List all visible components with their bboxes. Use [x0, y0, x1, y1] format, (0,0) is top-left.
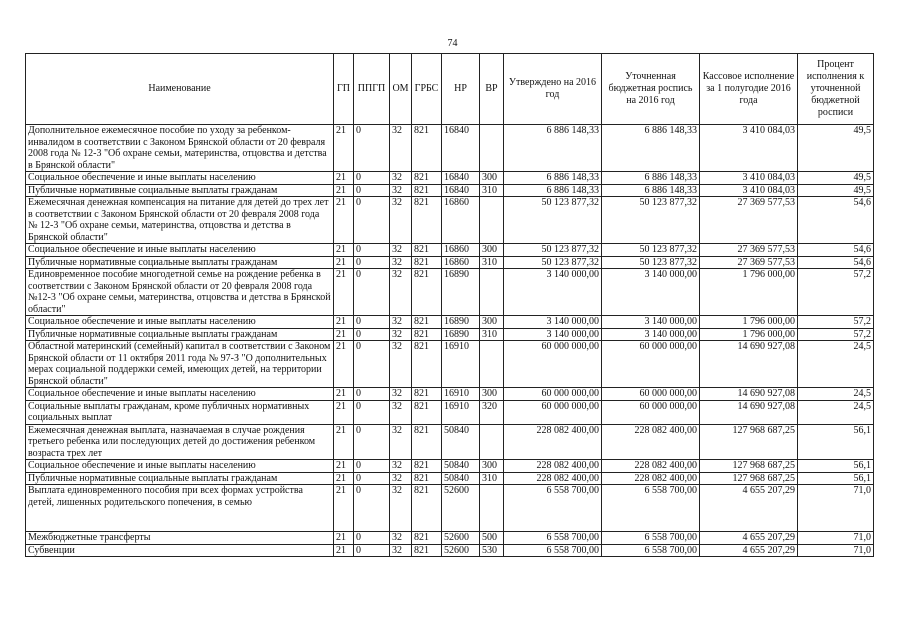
cell-percent: 49,5 [798, 184, 874, 197]
table-row [26, 460, 874, 473]
cell-percent: 24,5 [798, 400, 874, 424]
cell-grbs: 821 [412, 341, 442, 388]
cell-np: 52600 [442, 532, 480, 545]
cell-vr [480, 269, 504, 316]
cell-refined: 6 886 148,33 [602, 172, 700, 185]
cell-gp: 21 [334, 485, 354, 532]
cell-ppgp: 0 [354, 341, 390, 388]
cell-ppgp: 0 [354, 472, 390, 485]
cell-ppgp: 0 [354, 197, 390, 244]
table-row [26, 197, 874, 244]
cell-np: 16840 [442, 125, 480, 172]
cell-percent: 56,1 [798, 424, 874, 460]
cell-approved: 50 123 877,32 [504, 197, 602, 244]
cell-refined: 50 123 877,32 [602, 197, 700, 244]
cell-vr [480, 341, 504, 388]
cell-approved: 228 082 400,00 [504, 472, 602, 485]
table-body [26, 125, 874, 557]
cell-percent: 57,2 [798, 328, 874, 341]
cell-refined: 60 000 000,00 [602, 341, 700, 388]
cell-gp: 21 [334, 460, 354, 473]
cell-grbs: 821 [412, 544, 442, 557]
cell-refined: 6 558 700,00 [602, 532, 700, 545]
cell-ppgp: 0 [354, 316, 390, 329]
cell-cash: 127 968 687,25 [700, 472, 798, 485]
cell-percent: 56,1 [798, 472, 874, 485]
cell-name: Публичные нормативные социальные выплаты гражданам [26, 184, 334, 197]
cell-np: 16890 [442, 328, 480, 341]
cell-name: Областной материнский (семейный) капитал в соответствии с Законом Брянской области от 11 октября 2011 года № 97-З "О дополнительных мерах социальной поддержки семей, имеющих детей, на территории Брянской области" [26, 341, 334, 388]
cell-vr: 300 [480, 388, 504, 401]
table-row [26, 244, 874, 257]
cell-np: 16860 [442, 244, 480, 257]
cell-grbs: 821 [412, 197, 442, 244]
cell-grbs: 821 [412, 125, 442, 172]
page-number: 74 [447, 38, 458, 49]
cell-gp: 21 [334, 400, 354, 424]
table-row [26, 388, 874, 401]
cell-cash: 27 369 577,53 [700, 197, 798, 244]
cell-gp: 21 [334, 269, 354, 316]
cell-name: Социальные выплаты гражданам, кроме публичных нормативных социальных выплат [26, 400, 334, 424]
table-row [26, 400, 874, 424]
cell-percent: 71,0 [798, 532, 874, 545]
cell-grbs: 821 [412, 424, 442, 460]
cell-ppgp: 0 [354, 485, 390, 532]
cell-name: Ежемесячная денежная выплата, назначаемая в случае рождения третьего ребенка или последующих детей до достижения ребенком возраста трех лет [26, 424, 334, 460]
cell-grbs: 821 [412, 256, 442, 269]
cell-refined: 3 140 000,00 [602, 316, 700, 329]
cell-gp: 21 [334, 341, 354, 388]
cell-grbs: 821 [412, 400, 442, 424]
cell-ppgp: 0 [354, 172, 390, 185]
cell-vr: 500 [480, 532, 504, 545]
cell-cash: 127 968 687,25 [700, 460, 798, 473]
cell-grbs: 821 [412, 532, 442, 545]
cell-percent: 54,6 [798, 197, 874, 244]
table-header-row [26, 54, 874, 125]
cell-cash: 1 796 000,00 [700, 316, 798, 329]
header-grbs: ГРБС [412, 54, 442, 125]
cell-np: 52600 [442, 544, 480, 557]
cell-om: 32 [390, 388, 412, 401]
cell-grbs: 821 [412, 244, 442, 257]
cell-ppgp: 0 [354, 328, 390, 341]
cell-refined: 6 886 148,33 [602, 184, 700, 197]
header-refined: Уточненная бюджетная роспись на 2016 год [602, 54, 700, 125]
cell-ppgp: 0 [354, 388, 390, 401]
cell-grbs: 821 [412, 472, 442, 485]
header-om: ОМ [390, 54, 412, 125]
cell-approved: 3 140 000,00 [504, 328, 602, 341]
cell-grbs: 821 [412, 269, 442, 316]
cell-np: 50840 [442, 424, 480, 460]
cell-percent: 49,5 [798, 125, 874, 172]
cell-name: Ежемесячная денежная компенсация на питание для детей до трех лет в соответствии с Законом Брянской области от 20 февраля 2008 года № 12-3 "Об охране семьи, материнства, отцовства и детства в Брянской области" [26, 197, 334, 244]
cell-cash: 4 655 207,29 [700, 532, 798, 545]
cell-refined: 228 082 400,00 [602, 424, 700, 460]
cell-gp: 21 [334, 544, 354, 557]
cell-refined: 6 886 148,33 [602, 125, 700, 172]
cell-cash: 1 796 000,00 [700, 328, 798, 341]
table-row [26, 328, 874, 341]
cell-refined: 3 140 000,00 [602, 269, 700, 316]
cell-refined: 50 123 877,32 [602, 256, 700, 269]
cell-approved: 3 140 000,00 [504, 316, 602, 329]
cell-gp: 21 [334, 256, 354, 269]
cell-name: Межбюджетные трансферты [26, 532, 334, 545]
cell-cash: 3 410 084,03 [700, 125, 798, 172]
cell-cash: 127 968 687,25 [700, 424, 798, 460]
cell-ppgp: 0 [354, 532, 390, 545]
cell-ppgp: 0 [354, 256, 390, 269]
cell-gp: 21 [334, 532, 354, 545]
header-np: НР [442, 54, 480, 125]
cell-ppgp: 0 [354, 269, 390, 316]
cell-percent: 24,5 [798, 388, 874, 401]
cell-vr: 300 [480, 244, 504, 257]
table-row [26, 172, 874, 185]
cell-ppgp: 0 [354, 400, 390, 424]
cell-approved: 6 886 148,33 [504, 184, 602, 197]
cell-om: 32 [390, 184, 412, 197]
table-row [26, 184, 874, 197]
cell-name: Дополнительное ежемесячное пособие по уходу за ребенком-инвалидом в соответствии с Законом Брянской области от 20 февраля 2008 года № 12-3 "Об охране семьи, материнства, отцовства и детства в Брянской области" [26, 125, 334, 172]
cell-refined: 3 140 000,00 [602, 328, 700, 341]
cell-om: 32 [390, 424, 412, 460]
cell-approved: 50 123 877,32 [504, 256, 602, 269]
cell-cash: 1 796 000,00 [700, 269, 798, 316]
header-cash: Кассовое исполнение за 1 полугодие 2016 года [700, 54, 798, 125]
cell-approved: 6 886 148,33 [504, 125, 602, 172]
cell-ppgp: 0 [354, 125, 390, 172]
cell-approved: 50 123 877,32 [504, 244, 602, 257]
table-row [26, 125, 874, 172]
cell-ppgp: 0 [354, 184, 390, 197]
cell-approved: 6 558 700,00 [504, 532, 602, 545]
cell-percent: 54,6 [798, 256, 874, 269]
cell-vr [480, 197, 504, 244]
cell-percent: 54,6 [798, 244, 874, 257]
cell-vr: 310 [480, 328, 504, 341]
cell-np: 16910 [442, 388, 480, 401]
header-percent: Процент исполнения к уточненной бюджетной росписи [798, 54, 874, 125]
cell-cash: 14 690 927,08 [700, 341, 798, 388]
cell-gp: 21 [334, 472, 354, 485]
cell-approved: 60 000 000,00 [504, 388, 602, 401]
cell-vr [480, 485, 504, 532]
cell-vr: 530 [480, 544, 504, 557]
cell-om: 32 [390, 172, 412, 185]
cell-np: 50840 [442, 460, 480, 473]
budget-table [25, 53, 874, 557]
cell-name: Единовременное пособие многодетной семье на рождение ребенка в соответствии с Законом Брянской области от 20 февраля 2008 года №12-3 "Об охране семьи, материнства, отцовства и детства в Брянской области" [26, 269, 334, 316]
table-row [26, 341, 874, 388]
cell-np: 50840 [442, 472, 480, 485]
cell-gp: 21 [334, 125, 354, 172]
cell-gp: 21 [334, 244, 354, 257]
cell-om: 32 [390, 269, 412, 316]
cell-percent: 71,0 [798, 485, 874, 532]
cell-ppgp: 0 [354, 460, 390, 473]
table-row [26, 472, 874, 485]
cell-om: 32 [390, 532, 412, 545]
table-row [26, 544, 874, 557]
cell-approved: 228 082 400,00 [504, 424, 602, 460]
cell-name: Социальное обеспечение и иные выплаты населению [26, 388, 334, 401]
cell-np: 16840 [442, 184, 480, 197]
cell-approved: 228 082 400,00 [504, 460, 602, 473]
cell-om: 32 [390, 125, 412, 172]
cell-name: Социальное обеспечение и иные выплаты населению [26, 316, 334, 329]
cell-cash: 27 369 577,53 [700, 256, 798, 269]
cell-percent: 49,5 [798, 172, 874, 185]
cell-vr: 320 [480, 400, 504, 424]
cell-gp: 21 [334, 328, 354, 341]
cell-cash: 14 690 927,08 [700, 388, 798, 401]
cell-cash: 4 655 207,29 [700, 544, 798, 557]
cell-cash: 3 410 084,03 [700, 184, 798, 197]
cell-grbs: 821 [412, 316, 442, 329]
cell-approved: 60 000 000,00 [504, 400, 602, 424]
cell-om: 32 [390, 316, 412, 329]
header-gp: ГП [334, 54, 354, 125]
cell-approved: 6 886 148,33 [504, 172, 602, 185]
cell-name: Социальное обеспечение и иные выплаты населению [26, 460, 334, 473]
cell-vr: 310 [480, 472, 504, 485]
cell-np: 16890 [442, 269, 480, 316]
cell-np: 52600 [442, 485, 480, 532]
table-row [26, 269, 874, 316]
cell-cash: 27 369 577,53 [700, 244, 798, 257]
table-row [26, 424, 874, 460]
cell-vr: 310 [480, 256, 504, 269]
cell-approved: 3 140 000,00 [504, 269, 602, 316]
cell-percent: 57,2 [798, 269, 874, 316]
cell-cash: 3 410 084,03 [700, 172, 798, 185]
cell-refined: 6 558 700,00 [602, 544, 700, 557]
cell-name: Публичные нормативные социальные выплаты гражданам [26, 328, 334, 341]
cell-refined: 50 123 877,32 [602, 244, 700, 257]
cell-np: 16910 [442, 341, 480, 388]
table-row [26, 316, 874, 329]
cell-refined: 60 000 000,00 [602, 400, 700, 424]
table-row [26, 532, 874, 545]
cell-np: 16860 [442, 256, 480, 269]
cell-name: Социальное обеспечение и иные выплаты населению [26, 244, 334, 257]
cell-gp: 21 [334, 184, 354, 197]
cell-name: Субвенции [26, 544, 334, 557]
cell-approved: 6 558 700,00 [504, 485, 602, 532]
cell-gp: 21 [334, 316, 354, 329]
cell-percent: 24,5 [798, 341, 874, 388]
cell-vr [480, 125, 504, 172]
cell-np: 16910 [442, 400, 480, 424]
cell-om: 32 [390, 485, 412, 532]
cell-gp: 21 [334, 424, 354, 460]
cell-np: 16890 [442, 316, 480, 329]
cell-om: 32 [390, 544, 412, 557]
cell-grbs: 821 [412, 485, 442, 532]
cell-vr: 300 [480, 460, 504, 473]
cell-name: Выплата единовременного пособия при всех формах устройства детей, лишенных родительского попечения, в семью [26, 485, 334, 532]
cell-grbs: 821 [412, 184, 442, 197]
header-approved: Утверждено на 2016 год [504, 54, 602, 125]
cell-ppgp: 0 [354, 544, 390, 557]
cell-vr: 310 [480, 184, 504, 197]
cell-vr: 300 [480, 316, 504, 329]
cell-name: Публичные нормативные социальные выплаты гражданам [26, 256, 334, 269]
header-vr: ВР [480, 54, 504, 125]
table-row [26, 485, 874, 532]
cell-om: 32 [390, 244, 412, 257]
cell-om: 32 [390, 472, 412, 485]
cell-grbs: 821 [412, 328, 442, 341]
cell-name: Социальное обеспечение и иные выплаты населению [26, 172, 334, 185]
cell-om: 32 [390, 256, 412, 269]
cell-name: Публичные нормативные социальные выплаты гражданам [26, 472, 334, 485]
cell-refined: 228 082 400,00 [602, 460, 700, 473]
cell-om: 32 [390, 341, 412, 388]
cell-np: 16860 [442, 197, 480, 244]
cell-gp: 21 [334, 197, 354, 244]
cell-cash: 4 655 207,29 [700, 485, 798, 532]
cell-vr: 300 [480, 172, 504, 185]
cell-vr [480, 424, 504, 460]
cell-refined: 6 558 700,00 [602, 485, 700, 532]
cell-grbs: 821 [412, 460, 442, 473]
cell-om: 32 [390, 460, 412, 473]
cell-percent: 56,1 [798, 460, 874, 473]
cell-approved: 60 000 000,00 [504, 341, 602, 388]
header-name: Наименование [26, 54, 334, 125]
cell-ppgp: 0 [354, 424, 390, 460]
cell-np: 16840 [442, 172, 480, 185]
cell-percent: 57,2 [798, 316, 874, 329]
header-ppgp: ППГП [354, 54, 390, 125]
cell-om: 32 [390, 400, 412, 424]
cell-refined: 228 082 400,00 [602, 472, 700, 485]
table-row [26, 256, 874, 269]
cell-om: 32 [390, 328, 412, 341]
cell-refined: 60 000 000,00 [602, 388, 700, 401]
cell-om: 32 [390, 197, 412, 244]
cell-approved: 6 558 700,00 [504, 544, 602, 557]
cell-gp: 21 [334, 172, 354, 185]
cell-ppgp: 0 [354, 244, 390, 257]
cell-grbs: 821 [412, 388, 442, 401]
cell-gp: 21 [334, 388, 354, 401]
cell-cash: 14 690 927,08 [700, 400, 798, 424]
cell-grbs: 821 [412, 172, 442, 185]
cell-percent: 71,0 [798, 544, 874, 557]
